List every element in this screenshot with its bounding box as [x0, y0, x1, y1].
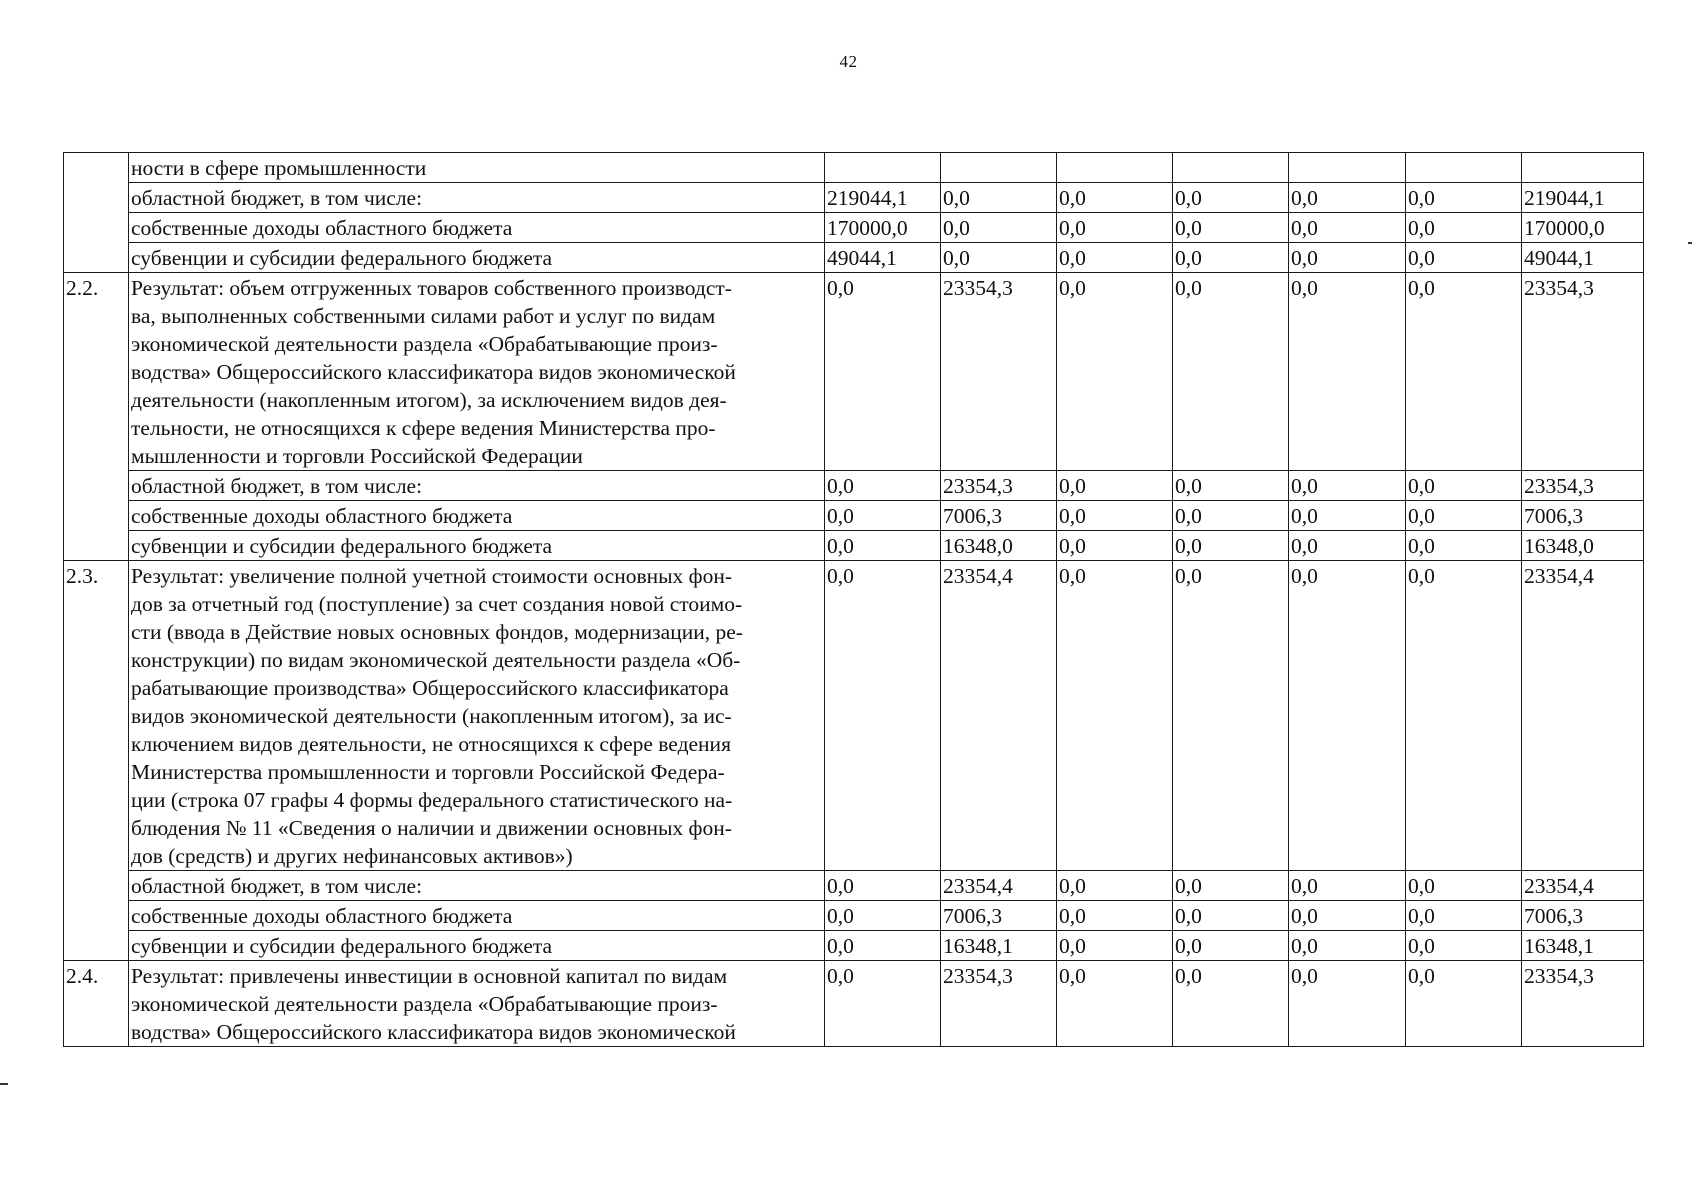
budget-table — [63, 152, 1644, 1047]
edge-mark-right — [1688, 242, 1692, 244]
value-cell: 16348,0 — [1522, 531, 1644, 561]
value-cell: 0,0 — [1289, 501, 1406, 531]
section-code: 2.4. — [64, 961, 129, 1047]
value-cell: 7006,3 — [1522, 501, 1644, 531]
description-line: дов (средств) и других нефинансовых активов») — [131, 844, 573, 868]
value-cell — [825, 153, 941, 183]
value-cell — [1406, 153, 1522, 183]
value-cell — [1289, 153, 1406, 183]
value-cell: 7006,3 — [941, 501, 1057, 531]
description-line: Результат: увеличение полной учетной стоимости основных фон- — [131, 564, 733, 588]
value-cell: 0,0 — [1289, 183, 1406, 213]
value-cell: 0,0 — [1289, 871, 1406, 901]
value-cell — [941, 153, 1057, 183]
value-cell: 0,0 — [1406, 561, 1522, 871]
description-line: тельности, не относящихся к сфере ведения Министерства про- — [131, 416, 716, 440]
value-cell: 0,0 — [1173, 183, 1289, 213]
value-cell: 0,0 — [1057, 561, 1173, 871]
value-cell: 0,0 — [1289, 961, 1406, 1047]
value-cell: 0,0 — [1289, 931, 1406, 961]
value-cell: 0,0 — [1406, 961, 1522, 1047]
section-row — [64, 561, 1644, 871]
value-cell: 23354,4 — [1522, 871, 1644, 901]
value-cell: 0,0 — [1057, 901, 1173, 931]
description-line: Результат: объем отгруженных товаров собственного производст- — [131, 276, 732, 300]
value-cell: 0,0 — [1173, 273, 1289, 471]
value-cell — [1522, 153, 1644, 183]
value-cell: 0,0 — [1289, 243, 1406, 273]
value-cell: 170000,0 — [825, 213, 941, 243]
value-cell: 0,0 — [1406, 501, 1522, 531]
value-cell: 0,0 — [1406, 531, 1522, 561]
value-cell: 23354,4 — [1522, 561, 1644, 871]
value-cell: 23354,4 — [941, 871, 1057, 901]
budget-row-label: субвенции и субсидии федерального бюджета — [129, 243, 825, 273]
section-code: 2.3. — [64, 561, 129, 961]
page-number: 42 — [839, 52, 858, 71]
budget-row — [64, 183, 1644, 213]
budget-row — [64, 901, 1644, 931]
value-cell: 0,0 — [1173, 871, 1289, 901]
value-cell: 219044,1 — [825, 183, 941, 213]
description-line: дов за отчетный год (поступление) за счет создания новой стоимо- — [131, 592, 743, 616]
description-line: водства» Общероссийского классификатора видов экономической — [131, 1020, 736, 1044]
value-cell: 0,0 — [825, 501, 941, 531]
budget-row-label: субвенции и субсидии федерального бюджета — [129, 531, 825, 561]
budget-row — [64, 501, 1644, 531]
description-line: экономической деятельности раздела «Обрабатывающие произ- — [131, 992, 718, 1016]
value-cell: 0,0 — [1289, 531, 1406, 561]
description-line: сти (ввода в Действие новых основных фондов, модернизации, ре- — [131, 620, 743, 644]
value-cell: 0,0 — [1173, 471, 1289, 501]
value-cell: 0,0 — [825, 561, 941, 871]
description-line: ции (строка 07 графы 4 формы федерального статистического на- — [131, 788, 733, 812]
value-cell: 0,0 — [1057, 213, 1173, 243]
value-cell: 0,0 — [941, 183, 1057, 213]
value-cell: 7006,3 — [941, 901, 1057, 931]
value-cell: 0,0 — [1057, 501, 1173, 531]
section-row — [64, 961, 1644, 1047]
value-cell: 0,0 — [825, 901, 941, 931]
value-cell: 0,0 — [1057, 931, 1173, 961]
value-cell: 23354,3 — [1522, 471, 1644, 501]
value-cell: 0,0 — [1406, 243, 1522, 273]
budget-row-label: областной бюджет, в том числе: — [129, 183, 825, 213]
value-cell: 0,0 — [825, 531, 941, 561]
value-cell: 0,0 — [1406, 183, 1522, 213]
value-cell: 0,0 — [1173, 931, 1289, 961]
budget-row-label: собственные доходы областного бюджета — [129, 501, 825, 531]
description-line: ва, выполненных собственными силами работ и услуг по видам — [131, 304, 716, 328]
section-description — [129, 273, 825, 471]
section-row — [64, 153, 1644, 183]
value-cell: 170000,0 — [1522, 213, 1644, 243]
value-cell: 0,0 — [1289, 471, 1406, 501]
value-cell: 0,0 — [1173, 901, 1289, 931]
budget-row — [64, 243, 1644, 273]
value-cell: 0,0 — [1057, 871, 1173, 901]
value-cell: 23354,3 — [941, 471, 1057, 501]
value-cell: 0,0 — [825, 871, 941, 901]
value-cell: 0,0 — [1057, 961, 1173, 1047]
description-line: конструкции) по видам экономической деятельности раздела «Об- — [131, 648, 741, 672]
value-cell: 23354,3 — [1522, 961, 1644, 1047]
value-cell — [1173, 153, 1289, 183]
value-cell: 0,0 — [1173, 213, 1289, 243]
description-line: водства» Общероссийского классификатора видов экономической — [131, 360, 736, 384]
value-cell: 23354,3 — [941, 273, 1057, 471]
description-line: рабатывающие производства» Общероссийского классификатора — [131, 676, 729, 700]
value-cell: 7006,3 — [1522, 901, 1644, 931]
value-cell: 0,0 — [1406, 273, 1522, 471]
value-cell: 0,0 — [1289, 901, 1406, 931]
budget-row-label: областной бюджет, в том числе: — [129, 471, 825, 501]
value-cell: 0,0 — [1173, 531, 1289, 561]
value-cell: 0,0 — [1057, 273, 1173, 471]
budget-row — [64, 471, 1644, 501]
budget-row — [64, 931, 1644, 961]
value-cell: 0,0 — [825, 961, 941, 1047]
value-cell: 0,0 — [1173, 961, 1289, 1047]
description-line: Результат: привлечены инвестиции в основной капитал по видам — [131, 964, 728, 988]
section-code: 2.2. — [64, 273, 129, 561]
value-cell: 0,0 — [1406, 931, 1522, 961]
value-cell: 0,0 — [1289, 213, 1406, 243]
value-cell: 16348,1 — [941, 931, 1057, 961]
budget-row — [64, 871, 1644, 901]
value-cell: 23354,3 — [941, 961, 1057, 1047]
section-description — [129, 153, 825, 183]
value-cell: 0,0 — [1173, 501, 1289, 531]
description-line: деятельности (накопленным итогом), за исключением видов дея- — [131, 388, 727, 412]
value-cell: 0,0 — [1173, 561, 1289, 871]
value-cell: 49044,1 — [825, 243, 941, 273]
section-description — [129, 961, 825, 1047]
description-line: ности в сфере промышленности — [131, 156, 427, 180]
description-line: Министерства промышленности и торговли Российской Федера- — [131, 760, 725, 784]
value-cell: 0,0 — [1173, 243, 1289, 273]
value-cell: 0,0 — [1406, 871, 1522, 901]
section-row — [64, 273, 1644, 471]
value-cell: 0,0 — [1406, 213, 1522, 243]
value-cell: 0,0 — [1406, 901, 1522, 931]
budget-row-label: собственные доходы областного бюджета — [129, 213, 825, 243]
section-description — [129, 561, 825, 871]
budget-row-label: собственные доходы областного бюджета — [129, 901, 825, 931]
description-line: мышленности и торговли Российской Федерации — [131, 444, 583, 468]
value-cell: 0,0 — [825, 273, 941, 471]
table-body — [64, 153, 1644, 1047]
value-cell: 0,0 — [941, 213, 1057, 243]
value-cell: 16348,1 — [1522, 931, 1644, 961]
edge-mark-left — [0, 1083, 8, 1085]
value-cell: 23354,3 — [1522, 273, 1644, 471]
value-cell: 0,0 — [1057, 531, 1173, 561]
budget-row-label: субвенции и субсидии федерального бюджета — [129, 931, 825, 961]
description-line: блюдения № 11 «Сведения о наличии и движении основных фон- — [131, 816, 732, 840]
value-cell: 0,0 — [941, 243, 1057, 273]
description-line: экономической деятельности раздела «Обрабатывающие произ- — [131, 332, 718, 356]
value-cell: 23354,4 — [941, 561, 1057, 871]
section-code — [64, 153, 129, 273]
description-line: видов экономической деятельности (накопленным итогом), за ис- — [131, 704, 732, 728]
value-cell: 0,0 — [1057, 471, 1173, 501]
value-cell: 0,0 — [1057, 243, 1173, 273]
value-cell: 49044,1 — [1522, 243, 1644, 273]
budget-row — [64, 213, 1644, 243]
value-cell: 0,0 — [1289, 273, 1406, 471]
budget-row-label: областной бюджет, в том числе: — [129, 871, 825, 901]
value-cell: 0,0 — [1289, 561, 1406, 871]
value-cell: 16348,0 — [941, 531, 1057, 561]
value-cell — [1057, 153, 1173, 183]
value-cell: 0,0 — [1406, 471, 1522, 501]
value-cell: 0,0 — [1057, 183, 1173, 213]
value-cell: 0,0 — [825, 471, 941, 501]
description-line: ключением видов деятельности, не относящихся к сфере ведения — [131, 732, 731, 756]
value-cell: 0,0 — [825, 931, 941, 961]
value-cell: 219044,1 — [1522, 183, 1644, 213]
budget-row — [64, 531, 1644, 561]
